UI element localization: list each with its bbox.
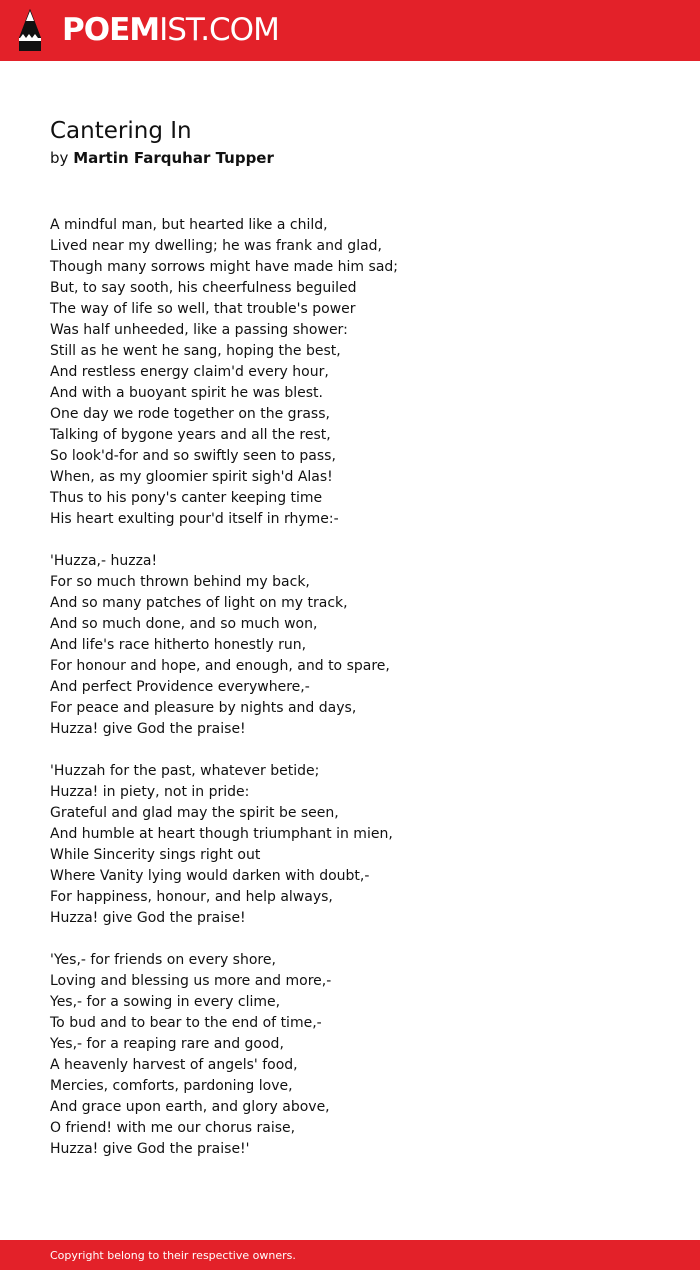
poem-line: And restless energy claim'd every hour, xyxy=(50,364,329,380)
poem-line: When, as my gloomier spirit sigh'd Alas! xyxy=(50,469,333,485)
poem-stanza xyxy=(50,761,670,929)
poem-line: And life's race hitherto honestly run, xyxy=(50,637,307,653)
by-label: by xyxy=(50,149,69,167)
poem-line: Where Vanity lying would darken with doubt,- xyxy=(50,868,370,884)
poem-line: For happiness, honour, and help always, xyxy=(50,889,333,905)
poem-line: Loving and blessing us more and more,- xyxy=(50,973,332,989)
poem-line: And grace upon earth, and glory above, xyxy=(50,1099,330,1115)
poem-line: Talking of bygone years and all the rest, xyxy=(50,427,331,443)
poem-title: Cantering In xyxy=(50,118,192,144)
poem-stanza xyxy=(50,551,670,740)
poem-stanza xyxy=(50,950,670,1160)
poem-content xyxy=(50,116,670,1181)
poem-line: His heart exulting pour'd itself in rhyme:- xyxy=(50,511,339,527)
poem-line: Mercies, comforts, pardoning love, xyxy=(50,1078,293,1094)
poem-line: Yes,- for a sowing in every clime, xyxy=(50,994,281,1010)
poem-line: One day we rode together on the grass, xyxy=(50,406,330,422)
poem-line: The way of life so well, that trouble's power xyxy=(50,301,356,317)
poem-line: And perfect Providence everywhere,- xyxy=(50,679,310,695)
poem-line: And with a buoyant spirit he was blest. xyxy=(50,385,323,401)
poem-line: For peace and pleasure by nights and days, xyxy=(50,700,357,716)
poem-line: Was half unheeded, like a passing shower: xyxy=(50,322,348,338)
poem-line: Still as he went he sang, hoping the best, xyxy=(50,343,341,359)
poem-line: While Sincerity sings right out xyxy=(50,847,261,863)
poem-line: Huzza! give God the praise! xyxy=(50,721,246,737)
brand-light-text: IST.COM xyxy=(159,12,279,48)
brand-bold-text: POEM xyxy=(62,12,160,48)
poem-line: So look'd-for and so swiftly seen to pass, xyxy=(50,448,336,464)
poem-line: 'Huzza,- huzza! xyxy=(50,553,158,569)
poem-line: And so much done, and so much won, xyxy=(50,616,318,632)
poem-line: Huzza! give God the praise! xyxy=(50,910,246,926)
pencil-tip-icon xyxy=(17,8,43,52)
author-link[interactable]: Martin Farquhar Tupper xyxy=(73,149,274,167)
poem-line: A heavenly harvest of angels' food, xyxy=(50,1057,298,1073)
poem-line: 'Yes,- for friends on every shore, xyxy=(50,952,276,968)
poem-line: And so many patches of light on my track, xyxy=(50,595,348,611)
poem-line: Though many sorrows might have made him sad; xyxy=(50,259,398,275)
poem-line: To bud and to bear to the end of time,- xyxy=(50,1015,322,1031)
poem-line: Grateful and glad may the spirit be seen, xyxy=(50,805,339,821)
copyright-text: Copyright belong to their respective owners. xyxy=(50,1249,296,1262)
poem-line: Thus to his pony's canter keeping time xyxy=(50,490,323,506)
poem-line: Huzza! give God the praise!' xyxy=(50,1141,250,1157)
poem-line: For so much thrown behind my back, xyxy=(50,574,310,590)
poem-line: A mindful man, but hearted like a child, xyxy=(50,217,328,233)
poem-line: For honour and hope, and enough, and to spare, xyxy=(50,658,390,674)
poem-line: Lived near my dwelling; he was frank and glad, xyxy=(50,238,383,254)
poem-line: O friend! with me our chorus raise, xyxy=(50,1120,296,1136)
byline xyxy=(50,147,670,169)
poem-line: Yes,- for a reaping rare and good, xyxy=(50,1036,284,1052)
poem-line: 'Huzzah for the past, whatever betide; xyxy=(50,763,320,779)
poem-line: But, to say sooth, his cheerfulness beguiled xyxy=(50,280,357,296)
poem-body xyxy=(50,215,670,1160)
site-footer xyxy=(0,1240,700,1270)
site-brand xyxy=(62,12,279,48)
home-link[interactable] xyxy=(0,0,279,61)
poem-line: Huzza! in piety, not in pride: xyxy=(50,784,250,800)
site-header xyxy=(0,0,700,61)
poem-stanza xyxy=(50,215,670,530)
poem-line: And humble at heart though triumphant in mien, xyxy=(50,826,393,842)
